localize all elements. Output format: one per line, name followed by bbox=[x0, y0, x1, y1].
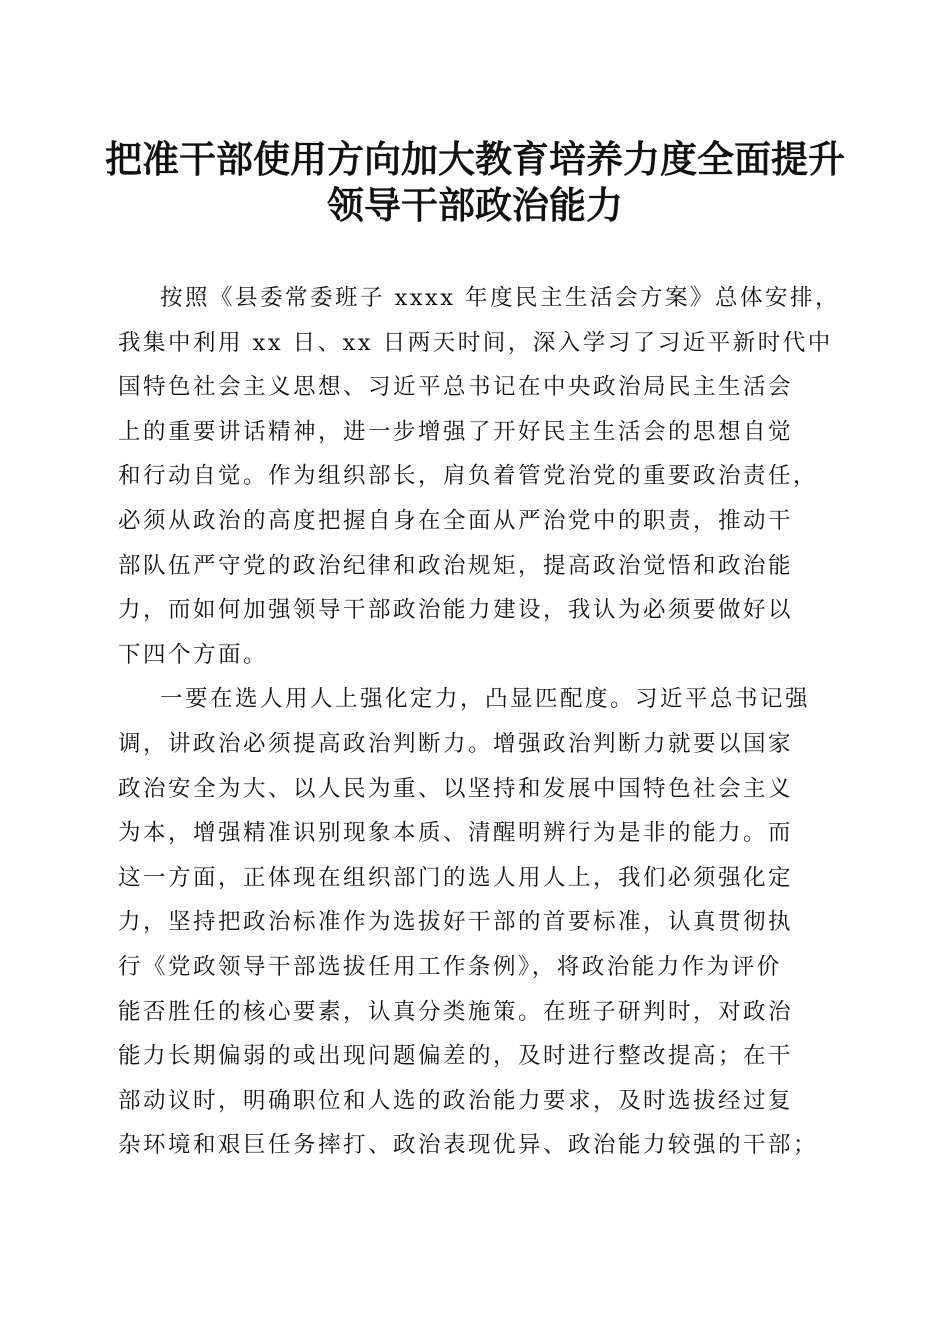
paragraph-line: 行《党政领导干部选拔任用工作条例》，将政治能力作为评价 bbox=[118, 953, 782, 980]
paragraph-line: 按照《县委常委班子 xxxx 年度民主生活会方案》总体安排， bbox=[160, 285, 841, 311]
paragraph-line: 能否胜任的核心要素，认真分类施策。在班子研判时，对政治 bbox=[118, 998, 794, 1025]
paragraph-line: 我集中利用 xx 日、xx 日两天时间，深入学习了习近平新时代中 bbox=[118, 329, 833, 356]
paragraph-line: 政治安全为大、以人民为重、以坚持和发展中国特色社会主义 bbox=[118, 775, 794, 802]
paragraph-line: 力，坚持把政治标准作为选拔好干部的首要标准，认真贯彻执 bbox=[118, 909, 794, 936]
paragraph-2 bbox=[118, 677, 838, 1168]
paragraph-line: 一要在选人用人上强化定力，凸显匹配度。习近平总书记强 bbox=[160, 686, 811, 713]
paragraph-line: 上的重要讲话精神，进一步增强了开好民主生活会的思想自觉 bbox=[118, 418, 794, 445]
document-title-line-1: 把准干部使用方向加大教育培养力度全面提升 bbox=[105, 137, 845, 181]
paragraph-line: 为本，增强精准识别现象本质、清醒明辨行为是非的能力。而 bbox=[118, 820, 794, 847]
paragraph-line: 杂环境和艰巨任务摔打、政治表现优异、政治能力较强的干部； bbox=[118, 1132, 819, 1159]
paragraph-1 bbox=[118, 276, 841, 677]
paragraph-line: 国特色社会主义思想、习近平总书记在中央政治局民主生活会 bbox=[118, 374, 794, 401]
document-title-line-2: 领导干部政治能力 bbox=[327, 183, 623, 227]
paragraph-line: 部队伍严守党的政治纪律和政治规矩，提高政治觉悟和政治能 bbox=[118, 552, 794, 579]
paragraph-line: 部动议时，明确职位和人选的政治能力要求，及时选拔经过复 bbox=[118, 1087, 794, 1114]
paragraph-line: 和行动自觉。作为组织部长，肩负着管党治党的重要政治责任， bbox=[118, 463, 819, 490]
paragraph-line: 力，而如何加强领导干部政治能力建设，我认为必须要做好以 bbox=[118, 597, 794, 624]
paragraph-line: 这一方面，正体现在组织部门的选人用人上，我们必须强化定 bbox=[118, 864, 794, 891]
paragraph-line: 必须从政治的高度把握自身在全面从严治党中的职责，推动干 bbox=[118, 507, 794, 534]
paragraph-line: 下四个方面。 bbox=[118, 641, 269, 668]
paragraph-line: 能力长期偏弱的或出现问题偏差的，及时进行整改提高；在干 bbox=[118, 1043, 794, 1070]
document-body bbox=[118, 276, 841, 1168]
paragraph-line: 调，讲政治必须提高政治判断力。增强政治判断力就要以国家 bbox=[118, 730, 794, 757]
